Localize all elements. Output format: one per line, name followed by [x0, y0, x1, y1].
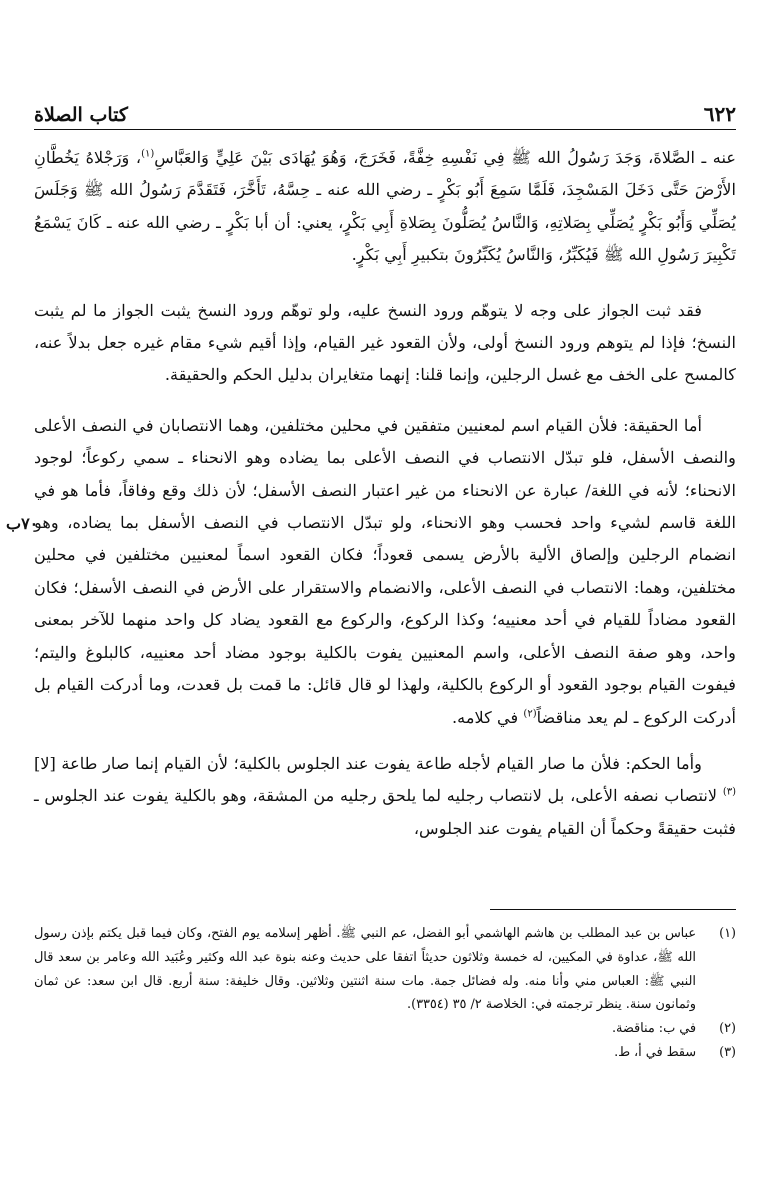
paragraph-text: لانتصاب نصفه الأعلى، بل لانتصاب رجليه لما يلحق رجليه من المشقة، وهو بالكلية يفوت عند الجلوس ـ فثبت حقيقةً وحكماً أن القيام يفوت عند الجلوس،	[34, 786, 736, 838]
paragraph-text: في كلامه.	[452, 707, 524, 727]
page-header	[34, 96, 736, 126]
paragraph-text: ، وَرَجْلاهُ يَخُطَّانِ الأَرْضَ حَتَّى دَخَلَ المَسْجِدَ، فَلَمَّا سَمِعَ أَبُو بَكْرٍ ـ رضي الله عنه ـ حِسَّهُ، تَأَخَّرَ، فَتَقَدَّمَ رَسُولُ الله ﷺ وَجَلَسَ يُصَلِّي وَأَبُو بَكْرٍ يُصَلِّي بِصَلاتِهِ، وَالنَّاسُ يُصَلُّونَ بِصَلاةِ أَبِي بَكْرٍ، يعني: أن أبا بَكْرٍ ـ رضي الله عنه ـ كَانَ يَسْمَعُ تَكْبِيرَ رَسُولِ الله ﷺ فَيُكَبِّرُ، وَالنَّاسُ يُكَبِّرُونَ بتكبيرِ أَبِي بَكْرٍ.	[34, 148, 736, 265]
paragraph-jawaz	[34, 295, 736, 392]
paragraph-hukm	[34, 748, 736, 845]
footnote-number: (١)	[719, 926, 736, 941]
footnote-item	[34, 922, 736, 1017]
header-rule	[34, 129, 736, 130]
paragraph-text: فقد ثبت الجواز على وجه لا يتوهّم ورود النسخ عليه، ولو توهّم ورود النسخ يثبت الجواز ما لم يثبت النسخ؛ فإذا لم يتوهم ورود النسخ أولى، ولأن القعود غير القيام، وإذا أقيم شيء مقام غيره جعل بدلاً عنه، كالمسح على الخف مع غسل الرجلين، وإنما قلنا: إنهما متغايران بدليل الحكم والحقيقة.	[34, 300, 736, 385]
footnote-text: في ب: مناقضة.	[611, 1021, 696, 1037]
manuscript-folio-marker: ٧٠ب	[6, 514, 39, 533]
footnote-rule	[490, 909, 736, 910]
main-text	[34, 142, 736, 845]
paragraph-hadith	[34, 142, 736, 272]
footnote-item	[34, 1041, 736, 1065]
paragraph-haqiqa	[34, 410, 736, 734]
footnote-number: (٣)	[719, 1044, 736, 1060]
footnote-text: سقط في أ، ط.	[614, 1044, 696, 1060]
page-number: ٦٢٢	[703, 102, 736, 126]
footnote-text: عباس بن عبد المطلب بن هاشم الهاشمي أبو الفضل، عم النبي ﷺ. أظهر إسلامه يوم الفتح، وكان فيما قبل يكتم بإذن رسول الله ﷺ، عداوة في المكيين، له خمسة وثلاثون حديثاً اتفقا على حديث وعنه بنوة عبد الله وكثير وعُبَيد الله وعامر بن سعد قال النبي ﷺ: العباس مني وأنا منه. وله فضائل جمة. مات سنة اثنتين وثلاثين. وقال خليفة: سنة أربع. قال ابن سعد: عن ثمان وثمانون سنة. ينظر ترجمته في: الخلاصة ٢/ ٣٥ (٣٣٥٤).	[34, 926, 696, 1013]
footnote-ref[interactable]: (٣)	[722, 786, 736, 798]
footnote-ref[interactable]: (٢)	[523, 708, 537, 720]
paragraph-text: أما الحقيقة: فلأن القيام اسم لمعنيين متفقين في محلين مختلفين، وهما الانتصابان في النصف الأعلى والنصف الأسفل، فلو تبدّل الانتصاب في النصف الأعلى بما يضاده وهو الانحناء ـ سمي ركوعاً؛ لوجود الانحناء؛ لأنه في اللغة/ عبارة عن الانحناء من غير اعتبار النصف الأسفل؛ لأن ذلك وقع وفاقاً، فأما هو في اللغة قاسم لشيء واحد فحسب وهو الانحناء، ولو تبدّل الانتصاب في النصف الأسفل بما يضاده، وهو انضمام الرجلين وإلصاق الألية بالأرض يسمى قعوداً؛ فكان القعود اسماً لمعنيين مختلفين في محلين مختلفين، وهما: الانتصاب في النصف الأعلى، والانضمام والاستقرار على الأرض في النصف الأسفل؛ فكان القعود مضاداً للقيام في أحد معنييه؛ وكذا الركوع، والركوع مع القعود يضاد كل واحد منهما للآخر بمعنى واحد، وهو صفة النصف الأعلى، واسم المعنيين يفوت بالكلية بوجود مضاد أحد معنييه، كالبلوغ واليتم؛ فيفوت القيام بوجود القعود أو الركوع بالكلية، ولهذا لو قال قائل: ما قمت بل قعدت، وما أدركت القيام بل أدركت الركوع ـ لم يعد مناقضاً	[34, 415, 736, 727]
footnotes	[34, 922, 736, 1065]
paragraph-text: عنه ـ الصَّلاةَ، وَجَدَ رَسُولُ الله ﷺ فِي نَفْسِهِ خِفَّةً، فَخَرَجَ، وَهُوَ يُهَادَى بَيْنَ عَلِيٍّ وَالعَبَّاسِ	[154, 148, 737, 167]
footnote-ref[interactable]: (١)	[141, 148, 155, 160]
paragraph-text: وأما الحكم: فلأن ما صار القيام لأجله طاعة يفوت عند الجلوس بالكلية؛ لأن القيام إنما صار طاعة [لا]	[34, 753, 702, 773]
running-title: كتاب الصلاة	[34, 104, 128, 126]
footnote-item	[34, 1017, 736, 1041]
footnote-number: (٢)	[719, 1021, 736, 1037]
